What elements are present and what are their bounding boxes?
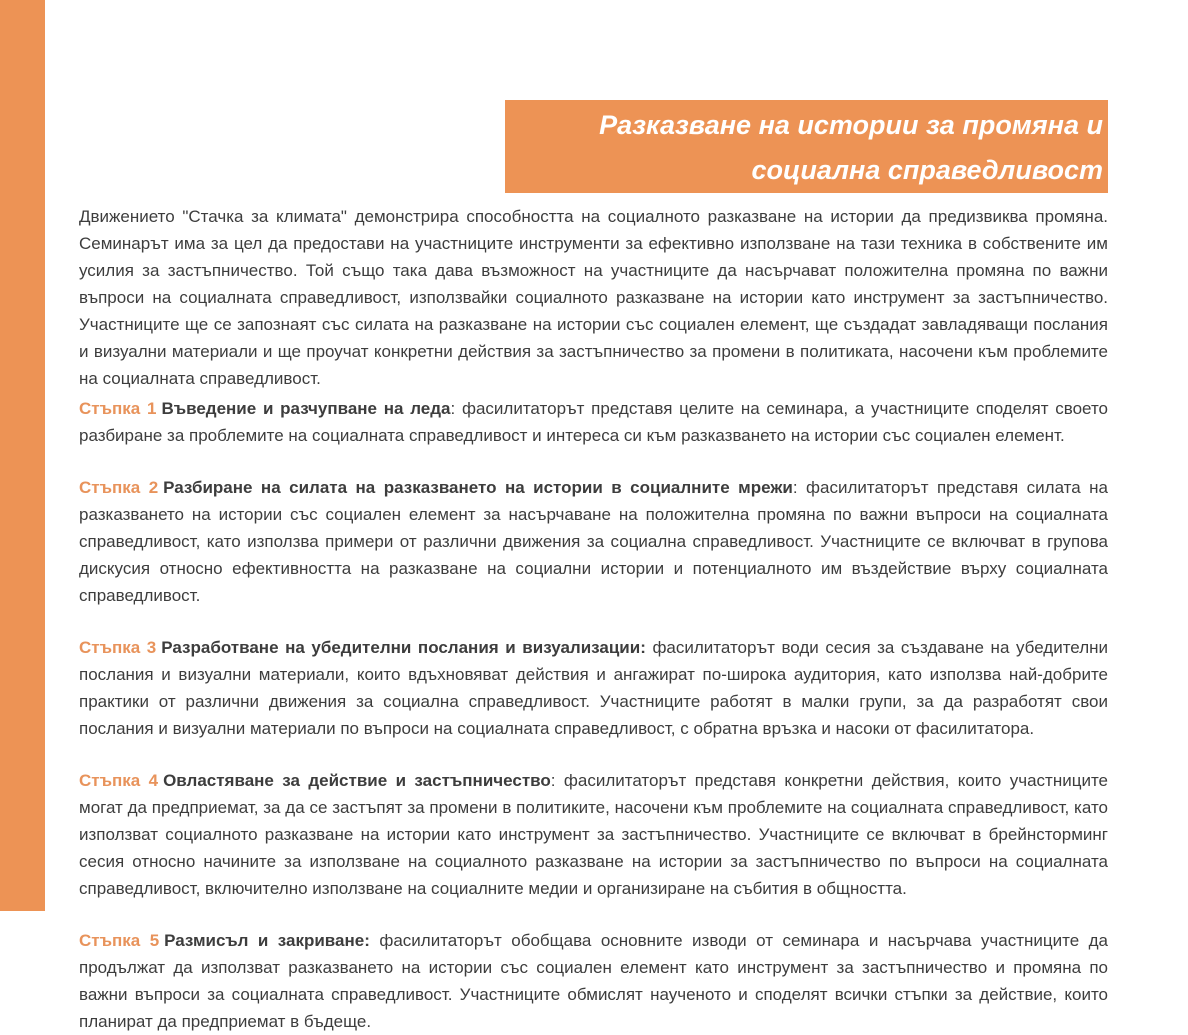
step-body: фасилитаторът води сесия за създаване на убедителни послания и визуални материали, които вдъхновяват действия и ангажират по-широка аудитория, като използва най-добрите практики от различни движения за социална справедливост. Участниците работят в малки групи, за да разработят свои послания и визуални материали по въпроси на социалната справедливост, с обратна връзка и насоки от фасилитатора. (79, 638, 1108, 738)
title-banner (505, 100, 1108, 193)
step-separator: : (450, 399, 462, 418)
step-label: Стъпка 5 (79, 931, 160, 950)
intro-paragraph: Движението "Стачка за климата" демонстрира способността на социалното разказване на истории да предизвиква промяна. Семинарът има за цел да предостави на участниците инструменти за ефективно използване на тази техника в собствените им усилия за застъпничество. Той също така дава възможност на участниците да насърчават положителна промяна по важни въпроси на социалната справедливост, използвайки социалното разказване на истории като инструмент за застъпничество. Участниците ще се запознаят със силата на разказване на истории със социален елемент, ще създадат завладяващи послания и визуални материали и ще проучат конкретни действия за застъпничество за промени в политиката, насочени към проблемите на социалната справедливост. (79, 207, 1108, 388)
step-paragraph (79, 474, 1108, 609)
page-title-line1: Разказване на истории за промяна и (599, 110, 1103, 140)
step-title: Въведение и разчупване на леда (161, 399, 451, 418)
step-label: Стъпка 2 (79, 478, 159, 497)
step-title: Разбиране на силата на разказването на истории в социалните мрежи (163, 478, 793, 497)
page-title-line2: социална справедливост (751, 155, 1103, 185)
step-title: Размисъл и закриване: (164, 931, 370, 950)
step-body: фасилитаторът обобщава основните изводи от семинара и насърчава участниците да продължат да използват разказването на истории със социален елемент като инструмент за застъпничество и промяна по важни въпроси за социалната справедливост. Участниците обмислят наученото и споделят всички стъпки за действие, които планират да предприемат в бъдеще. (79, 931, 1108, 1031)
step-paragraph (79, 767, 1108, 902)
step-separator: : (550, 771, 564, 790)
step-label: Стъпка 4 (79, 771, 159, 790)
step-paragraph (79, 395, 1108, 449)
left-accent-bar (0, 0, 45, 911)
step-body: фасилитаторът представя конкретни действия, които участниците могат да предприемат, за да се застъпят за промени в политиките, насочени към проблемите на социалната справедливост, като използват социалното разказване на истории като инструмент за застъпничество. Участниците се включват в брейнсторминг сесия относно начините за използване на социалното разказване на истории за застъпничество по въпроси на социалната справедливост, включително използване на социалните медии и организиране на събития в общността. (79, 771, 1108, 898)
step-title: Разработване на убедителни послания и визуализации: (161, 638, 646, 657)
step-title: Овластяване за действие и застъпничество (163, 771, 551, 790)
step-separator (370, 931, 379, 950)
step-paragraph (79, 927, 1108, 1035)
document-page (79, 0, 1108, 1035)
step-separator: : (792, 478, 807, 497)
step-label: Стъпка 1 (79, 399, 157, 418)
steps-list (79, 395, 1108, 1035)
step-label: Стъпка 3 (79, 638, 157, 657)
step-body: фасилитаторът представя силата на разказването на истории със социален елемент за насърчаване на положителна промяна по важни въпроси на социалната справедливост, като използва примери от различни движения за социална справедливост. Участниците се включват в групова дискусия относно ефективността на разказване на социални истории и потенциалното им въздействие върху социалната справедливост. (79, 478, 1109, 605)
step-paragraph (79, 634, 1108, 742)
step-body: фасилитаторът представя целите на семинара, а участниците споделят своето разбиране за проблемите на социалната справедливост и интереса си към разказването на истории със социален елемент. (79, 399, 1108, 445)
